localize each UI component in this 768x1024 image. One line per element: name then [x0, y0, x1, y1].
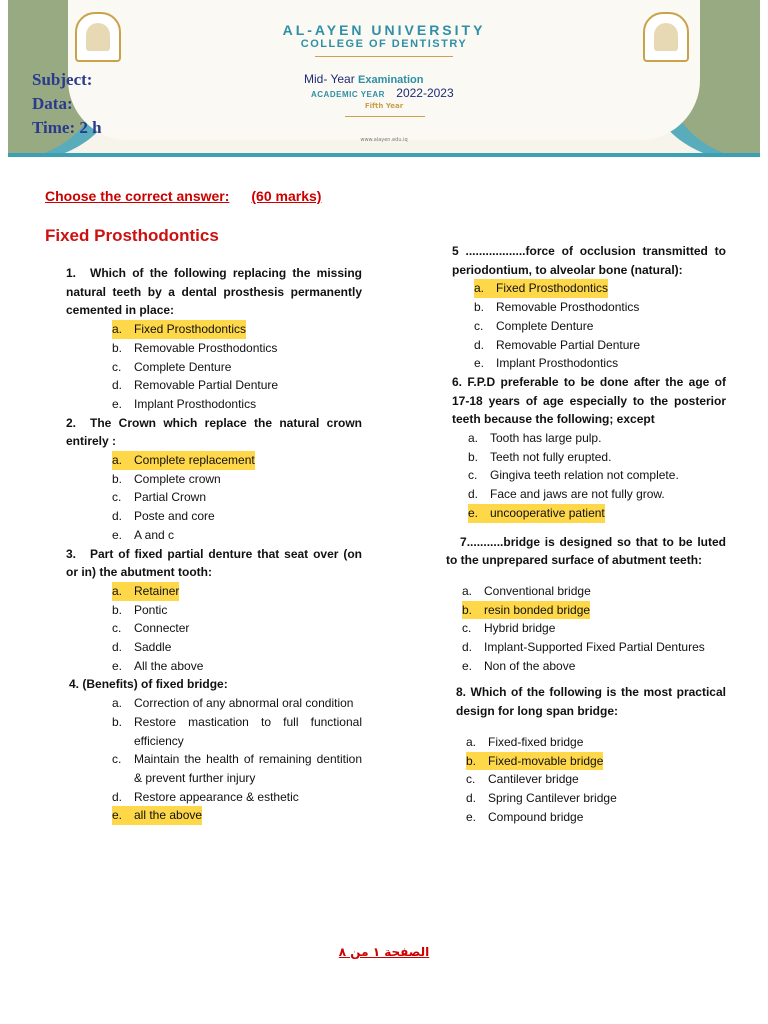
year-level: Fifth Year — [364, 102, 404, 110]
question-text: Part of fixed partial denture that seat over (on or in) the abutment tooth: — [66, 546, 362, 580]
option-item[interactable]: e. Implant Prosthodontics — [112, 396, 257, 411]
question-stem — [446, 373, 726, 429]
header-divider-small — [345, 116, 425, 117]
option-item[interactable]: c. Connecter — [112, 621, 190, 636]
option-item[interactable]: c. Complete Denture — [474, 318, 594, 333]
option-item[interactable]: b. Teeth not fully erupted. — [468, 449, 612, 464]
option-item[interactable]: a. Fixed Prosthodontics — [474, 279, 726, 298]
question-text: Which of the following replacing the missing natural teeth by a dental prosthesis permanently cemented in place: — [66, 266, 362, 318]
option-item[interactable]: b. resin bonded bridge — [462, 601, 726, 620]
time-label: Time: 2 h — [32, 118, 102, 137]
section-title: Fixed Prosthodontics — [45, 226, 219, 245]
option-list — [446, 429, 726, 523]
question-number: 2. — [66, 415, 77, 430]
instructions-text: Choose the correct answer: — [45, 188, 230, 204]
question-text: ...........bridge is designed so that to be luted to the unprepared surface of abutment teeth: — [446, 534, 726, 568]
option-item[interactable]: b. Complete crown — [112, 471, 221, 486]
question-number: 7 — [460, 534, 467, 549]
question-stem — [66, 545, 362, 582]
question-stem — [446, 242, 726, 279]
data-label: Data: — [32, 94, 73, 113]
academic-year-line — [311, 86, 454, 100]
option-list — [66, 582, 362, 676]
option-item[interactable]: e. Compound bridge — [466, 809, 584, 824]
question-number: 6. — [452, 374, 463, 389]
question-4 — [69, 675, 362, 825]
question-3 — [66, 545, 362, 676]
question-text: ..................force of occlusion transmitted to periodontium, to alveolar bone (natural): — [452, 244, 726, 277]
option-item[interactable]: b. Fixed-movable bridge — [466, 752, 726, 771]
question-text: The Crown which replace the natural crown entirely : — [66, 415, 362, 449]
option-list — [69, 694, 362, 825]
question-stem — [66, 264, 362, 320]
option-item[interactable]: e. uncooperative patient — [468, 504, 726, 523]
question-2 — [66, 414, 362, 545]
question-number: 4. — [69, 677, 80, 692]
header-inner-panel — [68, 0, 700, 140]
option-item[interactable]: b. Pontic — [112, 602, 168, 617]
question-6 — [446, 373, 726, 523]
option-item[interactable]: c. Partial Crown — [112, 490, 207, 505]
question-number: 8. — [456, 685, 467, 700]
option-item[interactable]: d. Saddle — [112, 640, 172, 655]
option-list — [446, 582, 726, 676]
questions-column-left — [66, 264, 362, 825]
option-item[interactable]: a. Fixed-fixed bridge — [466, 734, 584, 749]
option-item[interactable]: e. All the above — [112, 658, 204, 673]
exam-word: Examination — [358, 74, 424, 86]
question-number: 5 — [452, 244, 459, 258]
question-stem — [69, 675, 362, 694]
option-item[interactable]: c. Hybrid bridge — [462, 621, 556, 636]
subject-label: Subject: — [32, 70, 93, 89]
option-item[interactable]: d. Restore appearance & esthetic — [112, 789, 299, 804]
option-item[interactable]: e. Implant Prosthodontics — [474, 356, 619, 371]
question-text: Which of the following is the most practical design for long span bridge: — [456, 685, 726, 719]
exam-prefix: Mid- Year — [304, 72, 355, 86]
option-item[interactable]: c. Complete Denture — [112, 359, 232, 374]
option-item[interactable]: d. Removable Partial Denture — [474, 337, 641, 352]
option-item[interactable]: c. Gingiva teeth relation not complete. — [468, 468, 679, 483]
option-item[interactable]: e. all the above — [112, 806, 362, 825]
option-item[interactable]: d. Removable Partial Denture — [112, 378, 279, 393]
option-item[interactable]: e. A and c — [112, 527, 175, 542]
question-stem — [446, 533, 726, 570]
option-item[interactable]: a. Complete replacement — [112, 451, 362, 470]
option-item[interactable]: d. Face and jaws are not fully grow. — [468, 487, 665, 502]
website: www.alayen.edu.iq — [360, 137, 408, 143]
option-item[interactable]: a. Retainer — [112, 582, 362, 601]
question-number: 1. — [66, 266, 77, 280]
question-number: 3. — [66, 546, 77, 561]
college-name: COLLEGE OF DENTISTRY — [300, 38, 468, 50]
questions-column-right — [446, 242, 726, 826]
option-item[interactable]: a. Fixed Prosthodontics — [112, 320, 362, 339]
question-stem — [66, 414, 362, 451]
option-item[interactable]: a. Tooth has large pulp. — [468, 431, 602, 446]
option-item[interactable]: c. Cantilever bridge — [466, 772, 579, 787]
option-item[interactable]: d. Implant-Supported Fixed Partial Dentures — [462, 640, 705, 655]
option-item[interactable]: a. Conventional bridge — [462, 583, 591, 598]
question-8 — [446, 683, 726, 826]
option-item[interactable]: b. Restore mastication to full functional efficiency — [112, 714, 362, 748]
option-list — [66, 451, 362, 545]
option-item[interactable]: d. Spring Cantilever bridge — [466, 790, 617, 805]
exam-type — [304, 72, 423, 86]
page-footer — [0, 945, 768, 959]
question-5 — [446, 242, 726, 373]
option-item[interactable]: a. Correction of any abnormal oral condition — [112, 696, 354, 711]
option-list — [446, 733, 726, 827]
question-text: (Benefits) of fixed bridge: — [82, 677, 228, 692]
option-item[interactable]: b. Removable Prosthodontics — [112, 340, 278, 355]
option-item[interactable]: d. Poste and core — [112, 509, 215, 524]
question-text: F.P.D preferable to be done after the age of 17-18 years of age especially to the posterior teeth because the following; except — [452, 374, 726, 427]
option-item[interactable]: e. Non of the above — [462, 658, 576, 673]
university-name: AL-AYEN UNIVERSITY — [282, 22, 486, 38]
option-list — [66, 320, 362, 414]
option-item[interactable]: b. Removable Prosthodontics — [474, 300, 640, 315]
instructions-marks: (60 marks) — [251, 188, 322, 204]
question-7 — [446, 533, 726, 676]
page-number: الصفحة ١ من ٨ — [338, 945, 430, 959]
academic-year-label: ACADEMIC YEAR — [311, 90, 385, 99]
academic-year: 2022-2023 — [396, 86, 454, 100]
option-item[interactable]: c. Maintain the health of remaining dentition & prevent further injury — [112, 752, 362, 785]
option-list — [446, 279, 726, 373]
question-1 — [66, 264, 362, 414]
instructions — [45, 188, 321, 204]
question-stem — [446, 683, 726, 720]
header-divider — [315, 56, 453, 57]
